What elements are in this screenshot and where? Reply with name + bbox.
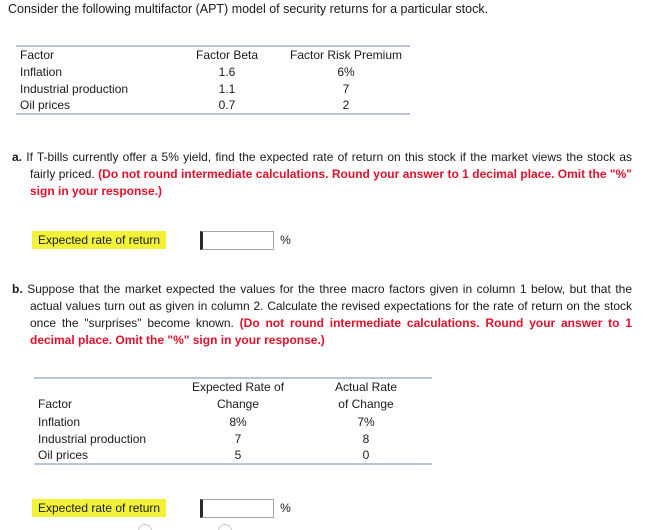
table-row <box>34 447 432 464</box>
factor-beta-table <box>16 45 410 115</box>
expected-return-input-a[interactable] <box>200 231 274 250</box>
question-b-text: Suppose that the market expected the values for the three macro factors given in column 1 below, but that the actual values turn out as given in column 2. Calculate the revised expectations for the rate of return on the stock once the "surprises" become known. <box>27 282 633 330</box>
col-header-actual-rate-top: Actual Rate <box>300 378 432 396</box>
col-header-risk-premium: Factor Risk Premium <box>282 46 410 63</box>
question-b <box>12 281 632 349</box>
actual-rate-cell: 7% <box>357 414 375 429</box>
risk-premium-cell: 2 <box>282 97 410 114</box>
answer-row-a <box>32 229 291 251</box>
question-a-text: If T-bills currently offer a 5% yield, find the expected rate of return on this stock if the market views the stock as fairly priced. <box>26 150 632 181</box>
factor-name-cell: Industrial production <box>20 81 129 96</box>
risk-premium-cell: 7 <box>342 81 350 96</box>
col-header-expected-rate: Change <box>216 397 260 411</box>
factor-beta-cell: 0.7 <box>172 97 282 114</box>
factor-beta-cell: 1.6 <box>218 64 236 79</box>
factor-name-cell: Oil prices <box>34 447 176 464</box>
col-header-blank <box>34 378 176 396</box>
expected-rate-cell: 8% <box>229 414 247 429</box>
col-header-factor: Factor <box>16 46 172 63</box>
question-a <box>12 149 632 200</box>
table-header-row <box>16 46 410 63</box>
table-row <box>16 80 410 97</box>
factor-name-cell: Inflation <box>38 414 81 429</box>
actual-rate-cell: 0 <box>300 447 432 464</box>
actual-rate-cell: 8 <box>362 431 370 446</box>
factor-name-cell: Industrial production <box>38 431 147 446</box>
factor-beta-cell: 1.1 <box>218 81 236 96</box>
expected-rate-cell: 5 <box>176 447 300 464</box>
table-row <box>16 97 410 114</box>
expected-return-input-b[interactable] <box>200 499 274 518</box>
col-header-factor: Factor <box>38 397 73 411</box>
table-header-row <box>34 396 432 413</box>
radio-button[interactable] <box>218 524 232 530</box>
percent-unit-b: % <box>280 501 291 515</box>
risk-premium-cell: 6% <box>337 64 355 79</box>
table-header-row-top <box>34 378 432 396</box>
macro-factor-table <box>34 377 432 465</box>
factor-name-cell: Oil prices <box>16 97 172 114</box>
percent-unit-a: % <box>280 233 291 247</box>
problem-intro: Consider the following multifactor (APT) model of security returns for a particular stock. <box>8 2 489 16</box>
answer-row-b <box>32 497 291 519</box>
radio-button[interactable] <box>138 524 152 530</box>
answer-label-a: Expected rate of return <box>32 231 166 249</box>
col-header-actual-rate: of Change <box>338 397 394 411</box>
question-b-label: b. <box>12 282 23 296</box>
expected-rate-cell: 7 <box>234 431 242 446</box>
question-a-instruction: (Do not round intermediate calculations. Round your answer to 1 decimal place. Omit the "%" sign in your response.) <box>30 167 632 198</box>
col-header-expected-rate-top: Expected Rate of <box>176 378 300 396</box>
table-row <box>34 413 432 430</box>
table-row <box>16 63 410 80</box>
table-row <box>34 430 432 447</box>
answer-label-b: Expected rate of return <box>32 499 166 517</box>
col-header-factor-beta: Factor Beta <box>172 46 282 63</box>
question-b-instruction: (Do not round intermediate calculations. Round your answer to 1 decimal place. Omit the "%" sign in your response.) <box>30 316 632 347</box>
question-a-label: a. <box>12 150 23 164</box>
factor-name-cell: Inflation <box>20 64 63 79</box>
